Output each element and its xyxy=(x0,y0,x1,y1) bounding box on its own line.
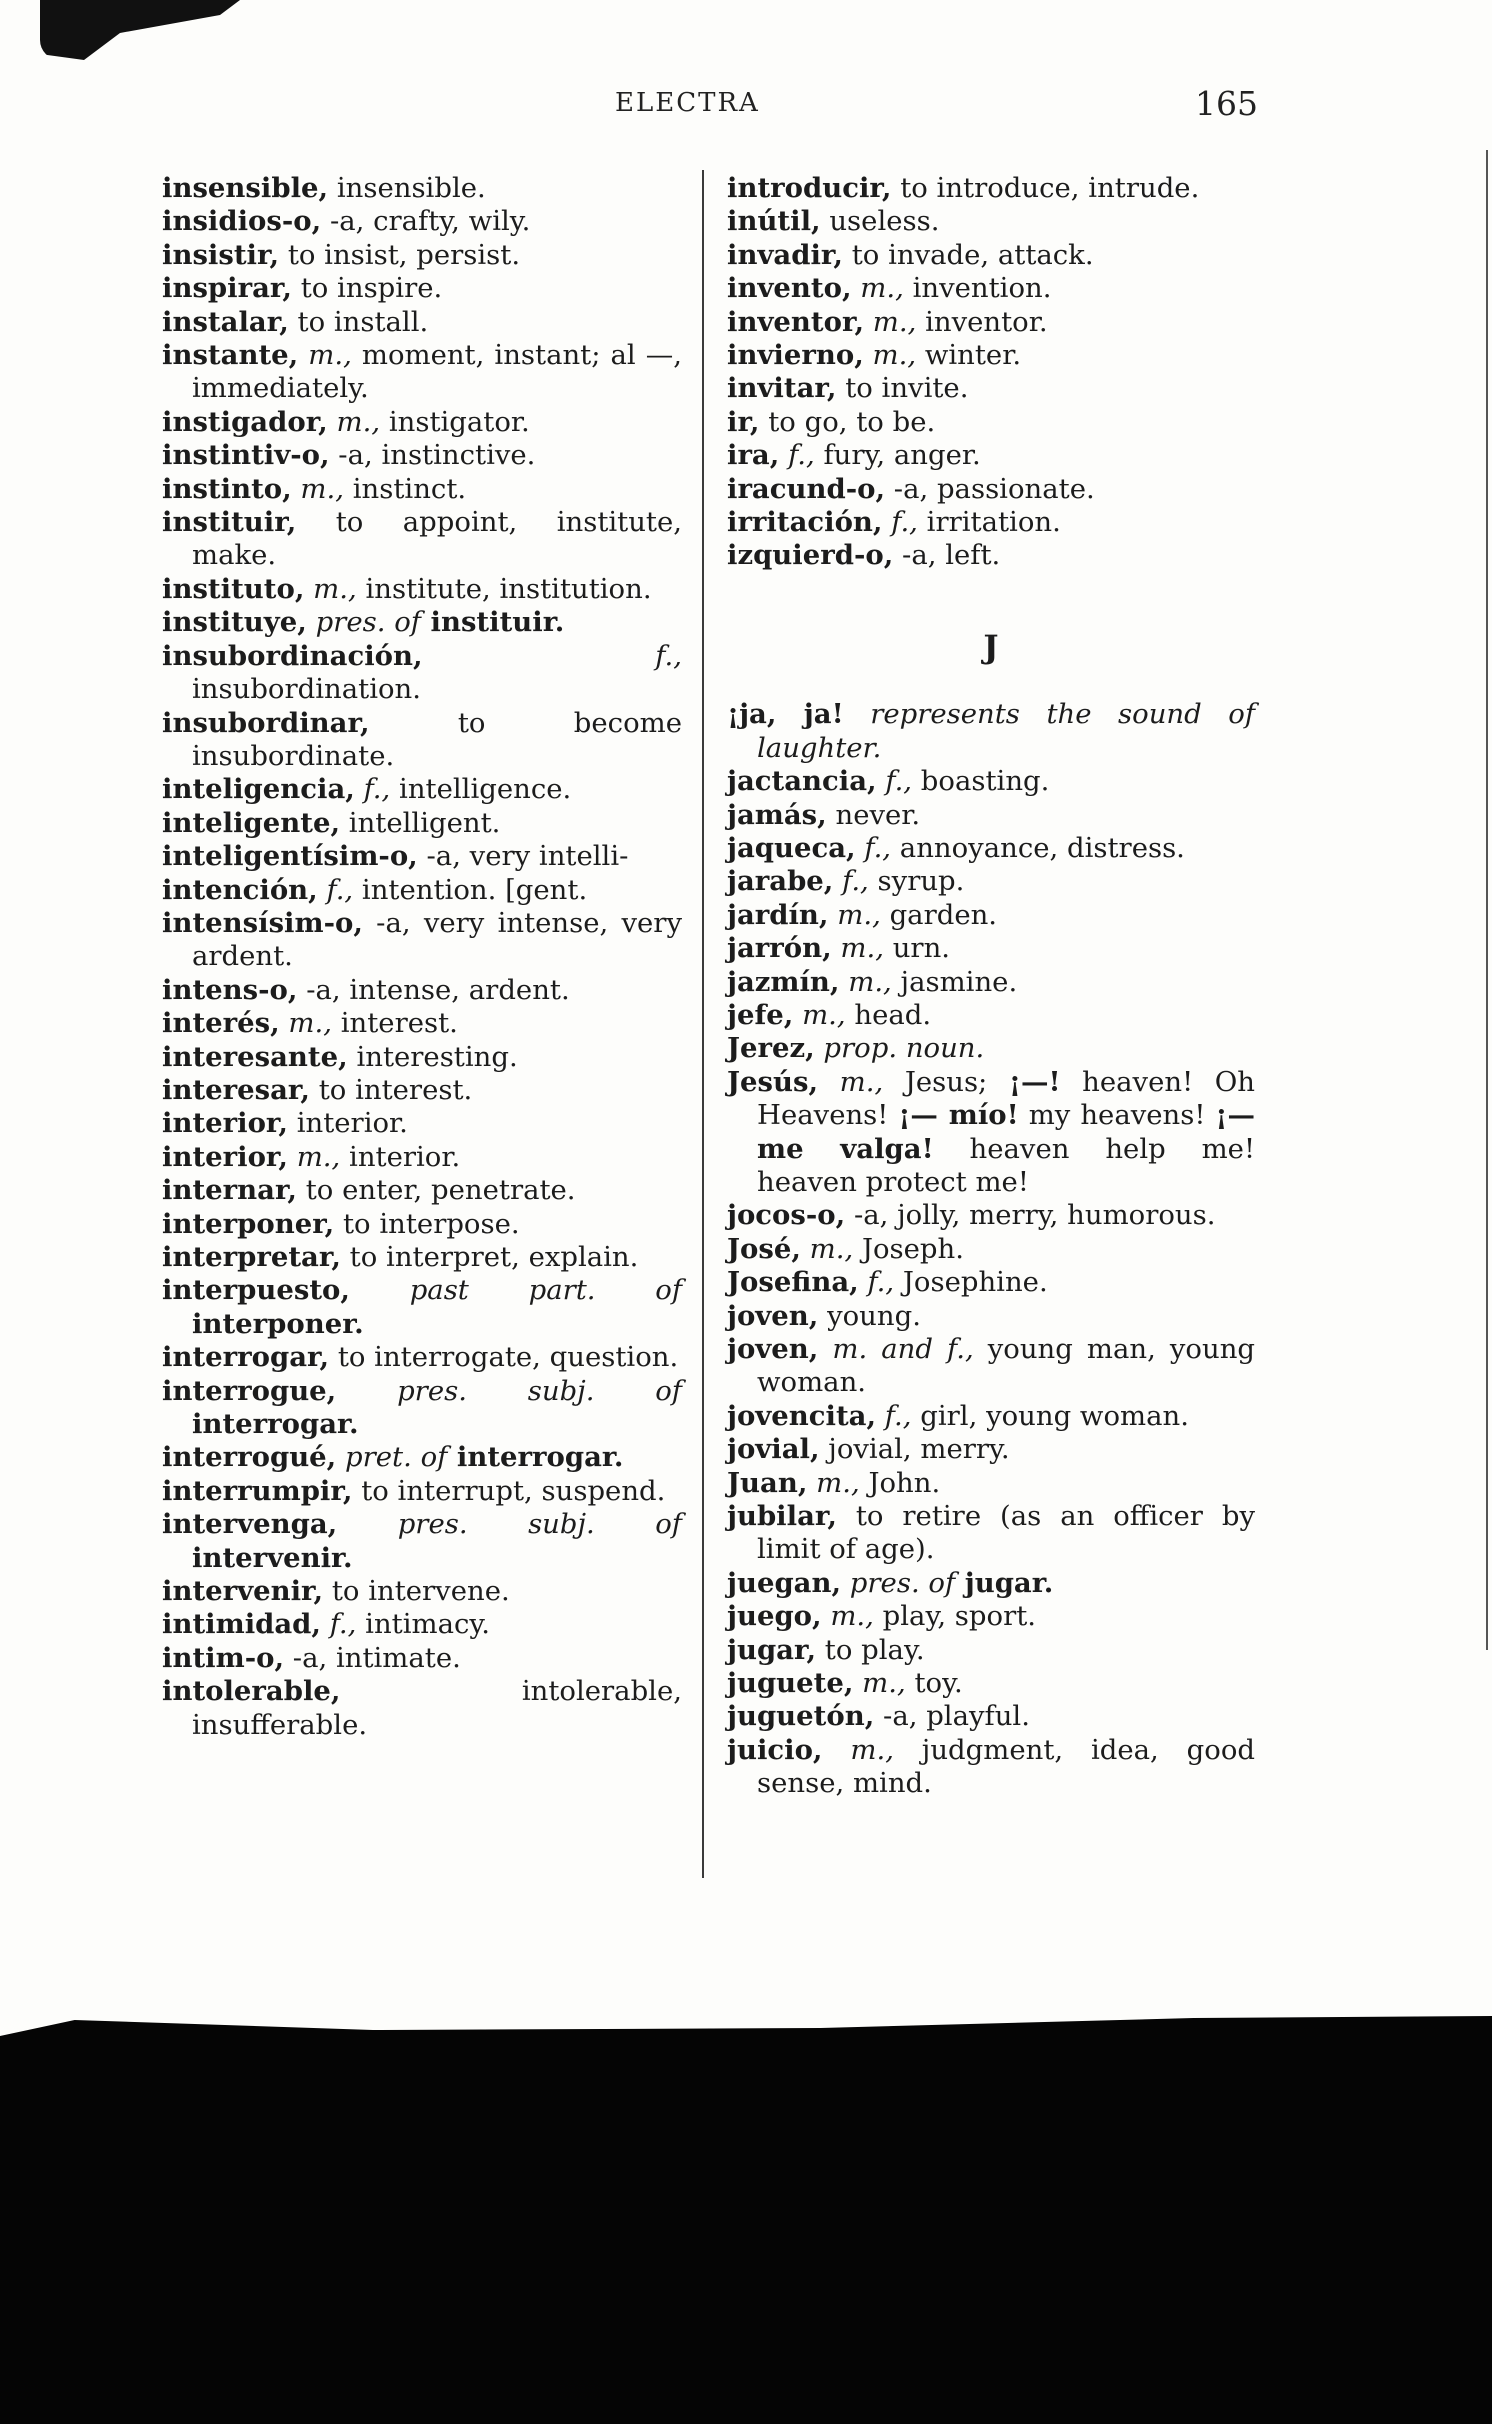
dictionary-entry xyxy=(162,1074,682,1107)
definition: -a, very intense, very ardent. xyxy=(192,906,682,973)
headword: instante, xyxy=(162,339,299,372)
headword: ir, xyxy=(727,405,760,438)
definition: girl, young woman. xyxy=(911,1399,1189,1432)
dictionary-entry xyxy=(727,1567,1255,1600)
headword: juguete, xyxy=(727,1667,854,1700)
headword: interesante, xyxy=(162,1040,348,1073)
definition: -a, very intelli- xyxy=(417,840,629,873)
dictionary-entry xyxy=(162,1107,682,1140)
headword: insensible, xyxy=(162,172,329,204)
grammar-note: f., xyxy=(858,1266,895,1299)
dictionary-entry xyxy=(727,506,1255,539)
definition: to become insubordinate. xyxy=(192,706,682,772)
dictionary-entry xyxy=(727,1500,1255,1567)
definition: garden. xyxy=(880,898,998,931)
section-letter: J xyxy=(983,627,999,666)
definition: -a, intimate. xyxy=(284,1641,461,1674)
dictionary-entry xyxy=(162,606,682,639)
headword: juguetón, xyxy=(727,1700,875,1733)
dictionary-entry xyxy=(727,1634,1255,1667)
headword: inventor, xyxy=(727,305,865,338)
headword: jamás, xyxy=(727,798,827,831)
headword: jazmín, xyxy=(727,965,840,998)
headword: internar, xyxy=(162,1174,298,1207)
grammar-note: m., xyxy=(807,1466,860,1499)
headword: instalar, xyxy=(162,305,289,338)
cross-reference: ¡— mío! xyxy=(898,1099,1019,1132)
dictionary-entry xyxy=(162,1141,682,1174)
grammar-note: f., xyxy=(320,1608,357,1641)
grammar-note: m., xyxy=(818,1065,884,1098)
grammar-note: f., xyxy=(882,506,918,539)
dictionary-entry xyxy=(162,172,682,205)
definition: Josephine. xyxy=(894,1266,1048,1299)
dictionary-entry xyxy=(727,1467,1255,1500)
headword: invierno, xyxy=(727,339,864,372)
definition: to enter, penetrate. xyxy=(297,1174,576,1207)
grammar-note: f., xyxy=(779,439,815,472)
headword: interrumpir, xyxy=(162,1474,353,1507)
headword: instigador, xyxy=(162,405,328,438)
dictionary-entry xyxy=(162,1375,682,1442)
headword: jocos-o, xyxy=(727,1199,846,1232)
cross-reference: interrogar. xyxy=(447,1441,624,1474)
dictionary-entry xyxy=(727,1233,1255,1266)
cross-reference: ¡—! xyxy=(1008,1065,1061,1098)
definition: young. xyxy=(818,1299,921,1332)
page-number: 165 xyxy=(1195,84,1258,123)
j-entries xyxy=(727,698,1255,1800)
dictionary-entry xyxy=(162,239,682,272)
running-head: ELECTRA xyxy=(615,88,760,118)
headword: jarabe, xyxy=(727,865,834,898)
dictionary-entry xyxy=(727,1266,1255,1299)
dictionary-entry xyxy=(727,1199,1255,1232)
grammar-note: f., xyxy=(317,873,354,906)
dictionary-entry xyxy=(162,1642,682,1675)
definition: jasmine. xyxy=(891,965,1018,998)
definition: to interrupt, suspend. xyxy=(352,1474,666,1507)
grammar-note: f., xyxy=(833,865,869,898)
dictionary-entry xyxy=(162,1575,682,1608)
dictionary-entry xyxy=(727,1300,1255,1333)
headword: intolerable, xyxy=(162,1675,341,1708)
grammar-note: m. and f., xyxy=(818,1333,974,1365)
dictionary-entry xyxy=(162,1508,682,1575)
headword: introducir, xyxy=(727,172,892,204)
dictionary-entry xyxy=(162,1174,682,1207)
headword: juicio, xyxy=(727,1733,823,1766)
definition: intention. [gent. xyxy=(353,873,588,906)
dictionary-entry xyxy=(162,1208,682,1241)
headword: ira, xyxy=(727,439,780,472)
definition: -a, intense, ardent. xyxy=(297,973,570,1006)
dictionary-entry xyxy=(162,306,682,339)
grammar-note: m., xyxy=(327,405,381,438)
page-edge-line xyxy=(1486,150,1488,1650)
dictionary-entry xyxy=(162,1007,682,1040)
cross-reference: interponer. xyxy=(192,1307,364,1340)
grammar-note: m., xyxy=(298,339,352,372)
dictionary-entry xyxy=(727,966,1255,999)
dictionary-entry xyxy=(727,272,1255,305)
definition: instigator. xyxy=(380,405,530,438)
dictionary-entry xyxy=(162,1675,682,1742)
definition: -a, passionate. xyxy=(885,472,1095,505)
dictionary-entry xyxy=(727,172,1255,205)
dictionary-entry xyxy=(727,473,1255,506)
definition: judgment, idea, good sense, mind. xyxy=(757,1733,1255,1800)
headword: interior, xyxy=(162,1107,288,1140)
headword: invento, xyxy=(727,272,852,305)
scan-blot-bottom xyxy=(0,2040,1492,2424)
dictionary-entry xyxy=(727,1700,1255,1733)
grammar-note: pres. of xyxy=(841,1566,956,1599)
dictionary-entry xyxy=(162,974,682,1007)
definition: insubordination. xyxy=(192,673,421,706)
definition: Joseph. xyxy=(853,1232,964,1265)
definition: syrup. xyxy=(868,865,965,898)
headword: insubordinar, xyxy=(162,706,370,739)
grammar-note: f., xyxy=(876,765,913,798)
grammar-note: pret. of xyxy=(336,1441,448,1474)
cross-reference: jugar. xyxy=(955,1566,1054,1599)
headword: intens-o, xyxy=(162,973,298,1006)
headword: jardín, xyxy=(727,898,829,931)
dictionary-entry xyxy=(727,239,1255,272)
headword: jovencita, xyxy=(727,1399,877,1432)
dictionary-entry xyxy=(727,799,1255,832)
definition: intimacy. xyxy=(356,1608,491,1641)
dictionary-entry xyxy=(727,765,1255,798)
definition: to introduce, intrude. xyxy=(891,172,1200,204)
headword: José, xyxy=(727,1232,801,1265)
dictionary-entry xyxy=(162,707,682,774)
headword: Jesús, xyxy=(727,1065,819,1098)
headword: jactancia, xyxy=(727,765,877,798)
column-divider xyxy=(702,170,704,1878)
definition: to play. xyxy=(816,1633,925,1666)
grammar-note: pres. subj. of xyxy=(337,1508,682,1541)
definition: heaven help me! heaven protect me! xyxy=(757,1132,1255,1198)
definition: -a, crafty, wily. xyxy=(321,205,531,238)
definition: to install. xyxy=(288,305,429,338)
definition: to interpose. xyxy=(334,1207,520,1240)
dictionary-entry xyxy=(727,1734,1255,1801)
dictionary-entry xyxy=(162,874,682,907)
grammar-note: m., xyxy=(864,305,917,338)
definition: to go, to be. xyxy=(759,405,936,438)
headword: jefe, xyxy=(727,998,794,1031)
cross-reference: ¡— me valga! xyxy=(757,1099,1255,1165)
headword: jovial, xyxy=(727,1433,820,1466)
headword: jubilar, xyxy=(727,1500,837,1533)
scan-blot-top xyxy=(40,0,240,60)
definition: winter. xyxy=(916,339,1022,372)
grammar-note: m., xyxy=(822,1733,894,1766)
definition: John. xyxy=(859,1466,941,1499)
definition: inventor. xyxy=(916,305,1048,338)
definition: to appoint, institute, make. xyxy=(192,506,682,572)
grammar-note: m., xyxy=(831,932,884,965)
dictionary-entry xyxy=(162,1341,682,1374)
headword: jaqueca, xyxy=(727,831,856,864)
dictionary-entry xyxy=(727,899,1255,932)
dictionary-entry xyxy=(162,272,682,305)
headword: intensísim-o, xyxy=(162,906,363,939)
headword: interés, xyxy=(162,1007,280,1040)
cross-reference: instituir. xyxy=(420,606,565,639)
dictionary-entry xyxy=(727,306,1255,339)
headword: interponer, xyxy=(162,1207,335,1240)
dictionary-entry xyxy=(727,698,1255,765)
headword: joven, xyxy=(727,1299,819,1332)
dictionary-entry xyxy=(162,773,682,806)
definition: interior. xyxy=(287,1107,408,1140)
dictionary-entry xyxy=(162,1608,682,1641)
definition: irritation. xyxy=(917,506,1061,539)
definition: annoyance, distress. xyxy=(891,831,1185,864)
headword: inteligencia, xyxy=(162,773,355,806)
headword: intimidad, xyxy=(162,1608,321,1641)
definition: -a, jolly, merry, humorous. xyxy=(845,1199,1216,1232)
definition: to intervene. xyxy=(323,1575,510,1608)
dictionary-entry xyxy=(162,473,682,506)
headword: interrogar, xyxy=(162,1341,330,1374)
headword: intención, xyxy=(162,873,318,906)
definition: head. xyxy=(845,998,932,1031)
dictionary-entry xyxy=(162,1041,682,1074)
grammar-note: f., xyxy=(855,831,892,864)
dictionary-entry xyxy=(727,205,1255,238)
definition: -a, instinctive. xyxy=(329,439,536,472)
headword: intim-o, xyxy=(162,1641,285,1674)
headword: insidios-o, xyxy=(162,205,322,238)
definition: to interrogate, question. xyxy=(329,1341,679,1374)
dictionary-entry xyxy=(727,1333,1255,1400)
headword: invitar, xyxy=(727,372,837,405)
headword: intervenir, xyxy=(162,1575,324,1608)
grammar-note: m., xyxy=(853,1667,906,1700)
grammar-note: m., xyxy=(287,1140,341,1173)
dictionary-entry xyxy=(162,640,682,707)
dictionary-entry xyxy=(727,1032,1255,1065)
headword: interpuesto, xyxy=(162,1274,350,1307)
page-header xyxy=(0,84,1492,128)
definition: institute, institution. xyxy=(356,572,652,605)
definition: play, sport. xyxy=(873,1600,1037,1633)
dictionary-entry xyxy=(727,1433,1255,1466)
headword: Josefina, xyxy=(727,1266,859,1299)
definition: intelligence. xyxy=(390,773,572,806)
dictionary-entry xyxy=(727,1066,1255,1200)
headword: jarrón, xyxy=(727,932,832,965)
headword: juego, xyxy=(727,1600,822,1633)
dictionary-entry xyxy=(162,1441,682,1474)
grammar-note: past part. of xyxy=(349,1274,682,1307)
dictionary-entry xyxy=(162,205,682,238)
definition: intolerable, insufferable. xyxy=(192,1675,682,1741)
headword: Juan, xyxy=(727,1466,808,1499)
headword: inteligente, xyxy=(162,806,341,839)
dictionary-entry xyxy=(727,1400,1255,1433)
headword: instituir, xyxy=(162,506,297,539)
definition: to interpret, explain. xyxy=(340,1241,639,1273)
definition: useless. xyxy=(820,205,940,238)
dictionary-entry xyxy=(727,932,1255,965)
grammar-note: m., xyxy=(800,1232,854,1265)
grammar-note: represents the sound of laughter. xyxy=(757,698,1256,764)
headword: instituye, xyxy=(162,606,307,639)
headword: instinto, xyxy=(162,472,292,505)
definition: instinct. xyxy=(344,472,467,505)
headword: insubordinación, xyxy=(162,639,423,672)
headword: invadir, xyxy=(727,238,843,271)
dictionary-entry xyxy=(162,1241,682,1274)
headword: instituto, xyxy=(162,572,305,605)
headword: izquierd-o, xyxy=(727,539,894,572)
grammar-note: pres. of xyxy=(306,606,421,639)
headword: Jerez, xyxy=(727,1032,815,1065)
headword: jugar, xyxy=(727,1633,817,1666)
dictionary-entry xyxy=(727,1600,1255,1633)
definition: to inspire. xyxy=(291,272,443,305)
dictionary-entry xyxy=(727,439,1255,472)
definition: to invade, attack. xyxy=(842,238,1094,271)
cross-reference: intervenir. xyxy=(192,1541,353,1574)
headword: irritación, xyxy=(727,506,883,539)
headword: juegan, xyxy=(727,1566,842,1599)
dictionary-entry xyxy=(727,1667,1255,1700)
definition: Jesus; xyxy=(883,1065,1009,1098)
definition: intelligent. xyxy=(340,806,501,839)
grammar-note: m., xyxy=(279,1007,332,1040)
definition: urn. xyxy=(883,932,951,965)
dictionary-entry xyxy=(162,339,682,406)
cross-reference: interrogar. xyxy=(192,1408,359,1441)
grammar-note: m., xyxy=(291,472,344,505)
grammar-note: f., xyxy=(422,639,682,672)
definition: toy. xyxy=(905,1667,963,1700)
definition: invention. xyxy=(903,272,1052,305)
dictionary-entry xyxy=(727,372,1255,405)
definition: jovial, merry. xyxy=(819,1433,1010,1466)
definition: interest. xyxy=(332,1007,458,1040)
dictionary-entry xyxy=(162,807,682,840)
definition: fury, anger. xyxy=(814,439,981,472)
headword: inteligentísim-o, xyxy=(162,840,418,873)
dictionary-entry xyxy=(727,832,1255,865)
grammar-note: m., xyxy=(851,272,904,305)
headword: interpretar, xyxy=(162,1241,341,1273)
headword: ¡ja, ja! xyxy=(727,698,844,731)
definition: young man, young woman. xyxy=(757,1333,1256,1399)
grammar-note: m., xyxy=(839,965,892,998)
headword: instintiv-o, xyxy=(162,439,330,472)
headword: insistir, xyxy=(162,238,280,271)
definition: interior. xyxy=(340,1140,461,1173)
dictionary-entry xyxy=(727,539,1255,572)
dictionary-entry xyxy=(162,506,682,573)
definition: to retire (as an officer by limit of age). xyxy=(757,1500,1255,1566)
grammar-note: f., xyxy=(354,773,391,806)
definition: to interest. xyxy=(310,1073,473,1106)
definition: to invite. xyxy=(836,372,969,405)
grammar-note: m., xyxy=(793,998,846,1031)
dictionary-entry xyxy=(162,840,682,873)
dictionary-entry xyxy=(727,999,1255,1032)
dictionary-entry xyxy=(162,1274,682,1341)
headword: interesar, xyxy=(162,1073,310,1106)
grammar-note: pres. subj. of xyxy=(336,1374,682,1407)
dictionary-entry xyxy=(162,573,682,606)
dictionary-entry xyxy=(162,907,682,974)
grammar-note: prop. noun. xyxy=(814,1032,985,1065)
right-column xyxy=(727,172,1255,1801)
definition: heaven! Oh Heavens! xyxy=(757,1065,1255,1132)
grammar-note: m., xyxy=(828,898,881,931)
definition: my heavens! xyxy=(1018,1099,1216,1132)
definition: -a, playful. xyxy=(874,1700,1030,1733)
dictionary-entry xyxy=(162,406,682,439)
definition: boasting. xyxy=(912,765,1050,798)
dictionary-entry xyxy=(727,339,1255,372)
definition: to insist, persist. xyxy=(279,238,521,271)
definition: never. xyxy=(826,798,921,831)
dictionary-entry xyxy=(162,439,682,472)
headword: intervenga, xyxy=(162,1508,338,1541)
definition: -a, left. xyxy=(893,539,1001,572)
grammar-note: m., xyxy=(821,1600,874,1633)
grammar-note: f., xyxy=(876,1399,912,1432)
headword: interior, xyxy=(162,1140,288,1173)
headword: inútil, xyxy=(727,205,821,238)
dictionary-entry xyxy=(727,406,1255,439)
headword: joven, xyxy=(727,1333,819,1365)
headword: iracund-o, xyxy=(727,472,886,505)
dictionary-entry xyxy=(727,865,1255,898)
definition: insensible. xyxy=(328,172,486,204)
headword: interrogué, xyxy=(162,1441,337,1474)
grammar-note: m., xyxy=(304,572,357,605)
left-column xyxy=(162,172,682,1742)
dictionary-entry xyxy=(162,1475,682,1508)
definition: moment, instant; al —, immediately. xyxy=(192,339,682,405)
headword: inspirar, xyxy=(162,272,292,305)
i-entries xyxy=(727,172,1255,573)
grammar-note: m., xyxy=(863,339,917,372)
definition: interesting. xyxy=(347,1040,518,1073)
headword: interrogue, xyxy=(162,1374,337,1407)
